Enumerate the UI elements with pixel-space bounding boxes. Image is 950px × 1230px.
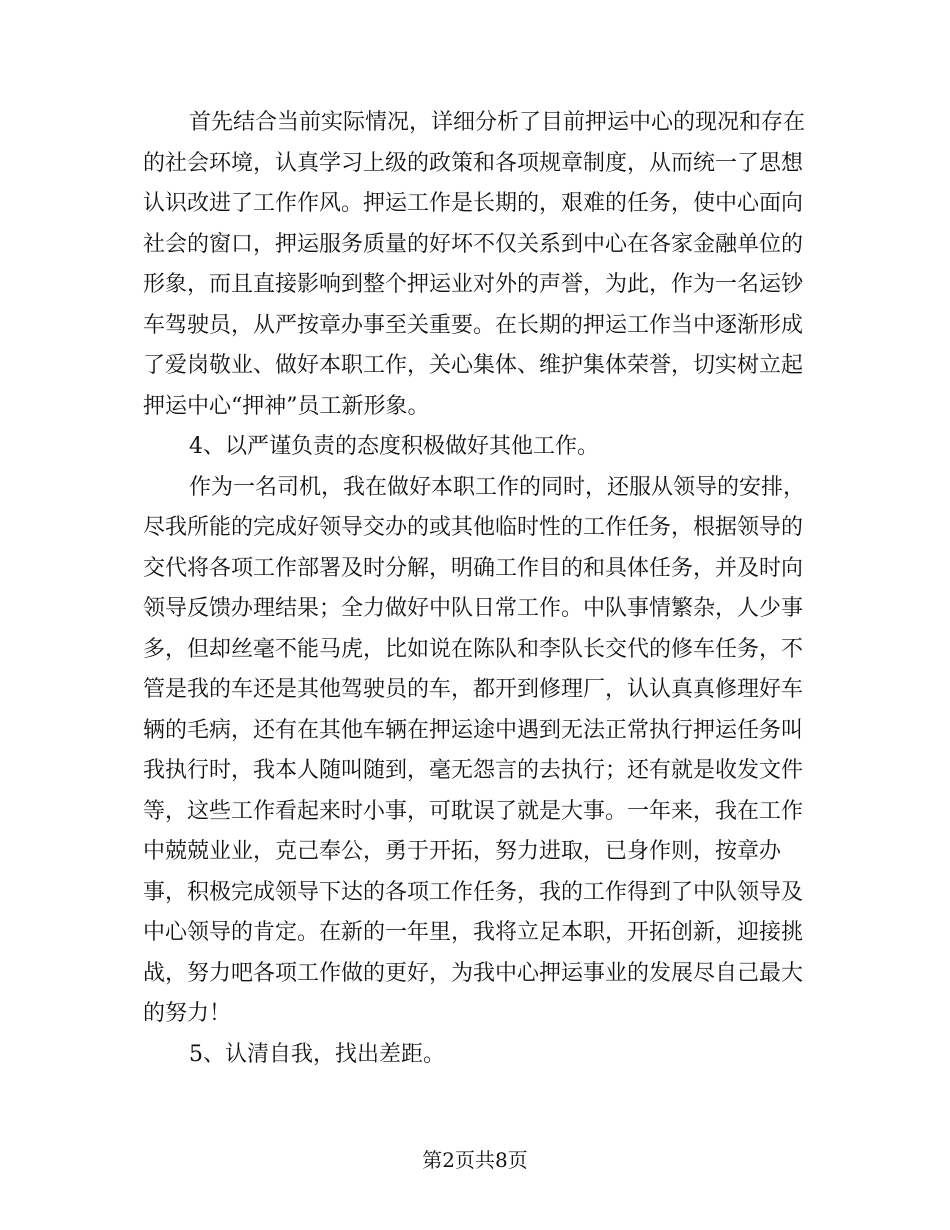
page-number-footer: 第2页共8页 xyxy=(422,1148,528,1172)
paragraph-line: 作为一名司机，我在做好本职工作的同时，还服从领导的安排， xyxy=(189,474,806,500)
paragraph-line: 中兢兢业业，克己奉公，勇于开拓，努力进取，已身作则，按章办 xyxy=(143,839,782,864)
paragraph-line: 形象，而且直接影响到整个押运业对外的声誉，为此，作为一名运钞 xyxy=(143,272,804,297)
paragraph-line: 事，积极完成领导下达的各项工作任务，我的工作得到了中队领导及 xyxy=(143,879,804,905)
paragraph-line: 车驾驶员，从严按章办事至关重要。在长期的押运工作当中逐渐形成 xyxy=(143,312,804,338)
paragraph-line: 了爱岗敬业、做好本职工作，关心集体、维护集体荣誉，切实树立起 xyxy=(143,353,804,378)
paragraph-line: 中心领导的肯定。在新的一年里，我将立足本职，开拓创新，迎接挑 xyxy=(143,920,804,945)
paragraph-line: 领导反馈办理结果；全力做好中队日常工作。中队事情繁杂，人少事 xyxy=(143,596,804,621)
paragraph-line: 交代将各项工作部署及时分解，明确工作目的和具体任务，并及时向 xyxy=(143,555,804,581)
paragraph-line: 社会的窗口，押运服务质量的好坏不仅关系到中心在各家金融单位的 xyxy=(143,231,804,257)
section-heading: 4、以严谨负责的态度积极做好其他工作。 xyxy=(189,434,599,459)
paragraph-line: 管是我的车还是其他驾驶员的车，都开到修理厂，认认真真修理好车 xyxy=(143,677,804,702)
paragraph-line: 的社会环境，认真学习上级的政策和各项规章制度，从而统一了思想 xyxy=(143,150,804,176)
paragraph-line: 的努力！ xyxy=(143,1001,232,1026)
paragraph-line: 首先结合当前实际情况，详细分析了目前押运中心的现况和存在 xyxy=(189,110,806,135)
paragraph-line: 辆的毛病，还有在其他车辆在押运途中遇到无法正常执行押运任务叫 xyxy=(143,717,804,743)
paragraph-line: 我执行时，我本人随叫随到，毫无怨言的去执行；还有就是收发文件 xyxy=(143,758,804,783)
paragraph-line: 认识改进了工作作风。押运工作是长期的，艰难的任务，使中心面向 xyxy=(143,191,804,216)
paragraph-line: 尽我所能的完成好领导交办的或其他临时性的工作任务，根据领导的 xyxy=(143,515,804,540)
paragraph-line: 押运中心“押神”员工新形象。 xyxy=(143,393,430,419)
document-body xyxy=(143,103,806,1075)
paragraph-line: 多，但却丝毫不能马虎，比如说在陈队和李队长交代的修车任务，不 xyxy=(143,636,804,662)
section-heading: 5、认清自我，找出差距。 xyxy=(189,1041,445,1067)
paragraph-line: 等，这些工作看起来时小事，可耽误了就是大事。一年来，我在工作 xyxy=(143,798,804,824)
paragraph-line: 战，努力吧各项工作做的更好，为我中心押运事业的发展尽自己最大 xyxy=(143,960,804,986)
